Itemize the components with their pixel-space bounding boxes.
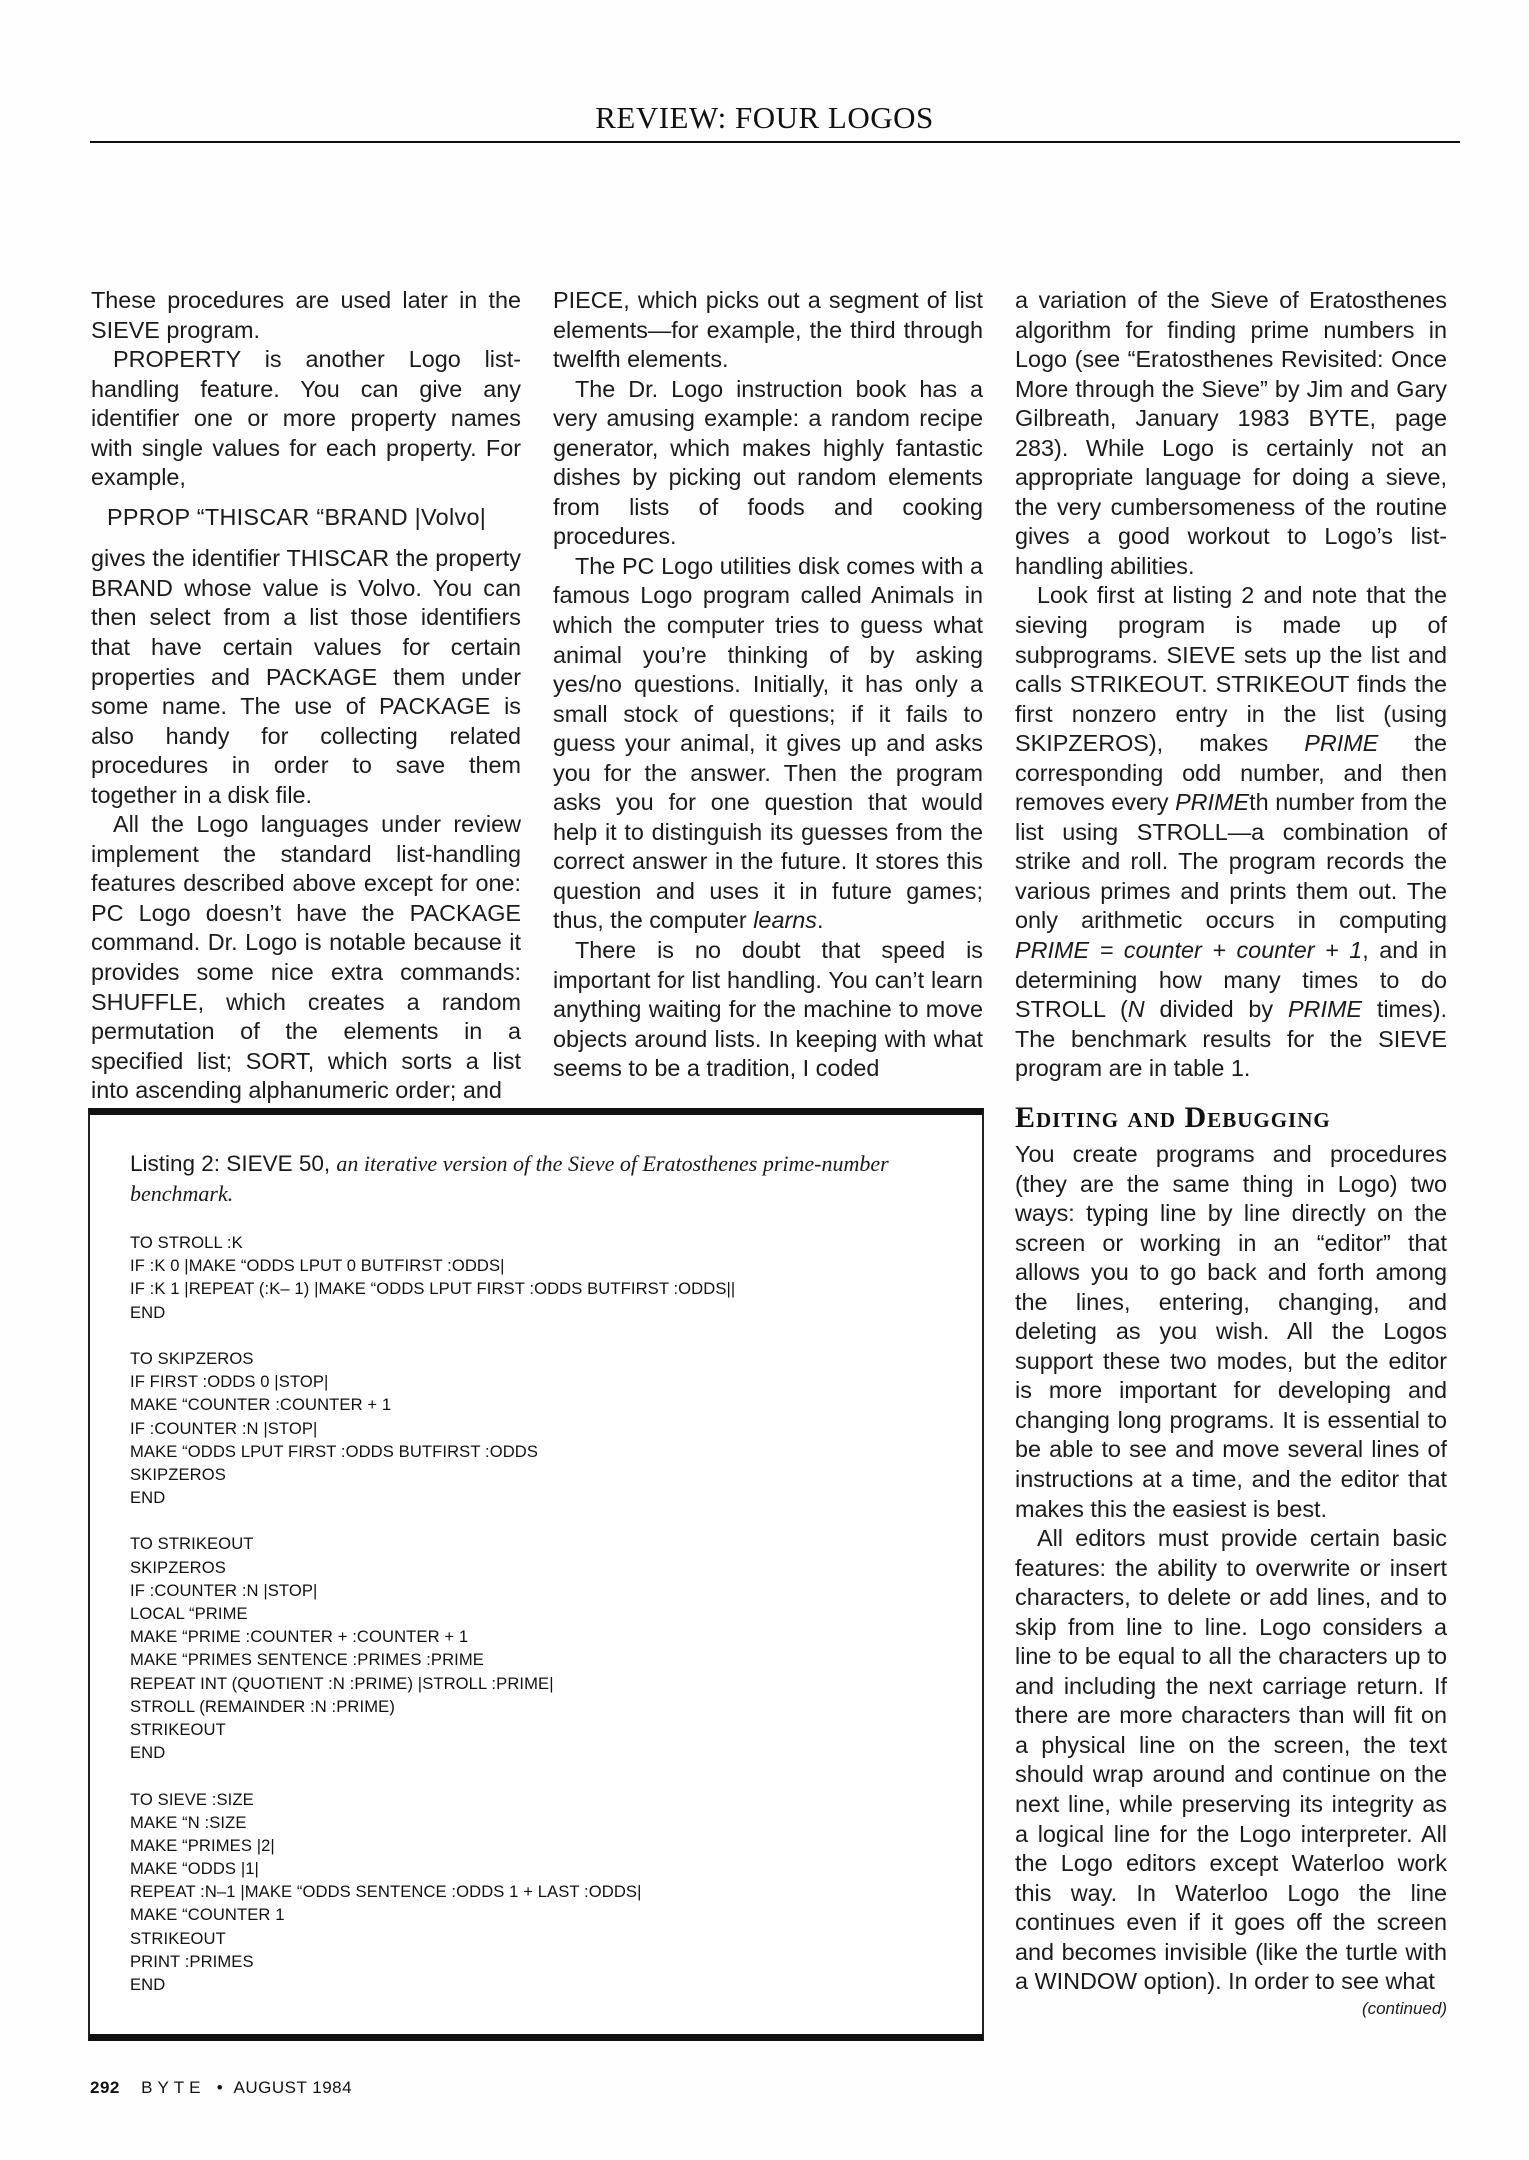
code-line: LOCAL “PRIME xyxy=(130,1604,248,1623)
code-line: MAKE “PRIME :COUNTER + :COUNTER + 1 xyxy=(130,1627,469,1647)
formula: PRIME = counter + counter + 1 xyxy=(1015,937,1363,964)
code-line: PRINT :PRIMES xyxy=(130,1951,254,1971)
code-line: MAKE “N :SIZE xyxy=(130,1812,247,1832)
text-run: th number from the list using STROLL—a combination of strike and roll. The program records the various primes and prints them out. The only arithmetic occurs in computing xyxy=(1015,789,1447,934)
listing-code xyxy=(130,1231,735,1996)
column-3 xyxy=(1015,286,1447,1084)
text-run: divided by xyxy=(1159,996,1274,1023)
paragraph: PROPERTY is another Logo list-handling feature. You can give any identifier one or more property names with single values for each property. For example, xyxy=(91,346,521,491)
code-gap xyxy=(130,1324,735,1347)
column-2 xyxy=(553,286,983,1084)
text-run: The PC Logo utilities disk comes with a famous Logo program called Animals in which the computer tries to guess what animal you’re thinking of by asking yes/no questions. Initially, it has only a small stock of questions; if it fails to guess your animal, it gives up and asks you for the answer. Then the program asks you for one question that would help it to distinguish its guesses from the correct answer in the future. It stores this question and uses it in future games; thus, the computer xyxy=(553,552,983,934)
code-gap xyxy=(130,1509,735,1532)
code-line: MAKE “PRIMES SENTENCE :PRIMES :PRIME xyxy=(130,1650,484,1670)
code-line: STRIKEOUT xyxy=(130,1928,226,1948)
continued-note: (continued) xyxy=(1361,1998,1447,2018)
code-line: MAKE “ODDS LPUT FIRST :ODDS BUTFIRST :ODDS xyxy=(130,1441,539,1461)
code-line: MAKE “PRIMES |2| xyxy=(130,1835,275,1855)
issue-date: AUGUST 1984 xyxy=(233,2078,353,2097)
code-line: MAKE “COUNTER 1 xyxy=(130,1905,285,1925)
column-3-continued xyxy=(1015,1100,1447,2021)
code-example: PPROP “THISCAR “BRAND |Volvo| xyxy=(107,503,487,530)
page-number: 292 xyxy=(90,2078,120,2097)
code-line: END xyxy=(130,1488,166,1508)
emphasis: learns xyxy=(753,907,817,934)
code-line: TO STRIKEOUT xyxy=(130,1534,254,1554)
section-heading: Editing and Debugging xyxy=(1015,1101,1331,1134)
emphasis: PRIME xyxy=(1304,730,1379,757)
code-line: IF :K 0 |MAKE “ODDS LPUT 0 BUTFIRST :ODDS| xyxy=(130,1256,505,1276)
code-line: REPEAT :N–1 |MAKE “ODDS SENTENCE :ODDS 1 + LAST :ODDS| xyxy=(130,1882,642,1902)
code-gap xyxy=(130,1764,735,1787)
paragraph xyxy=(1015,581,1447,1083)
code-line: END xyxy=(130,1302,166,1322)
paragraph: a variation of the Sieve of Eratosthenes algorithm for finding prime numbers in Logo (see “Eratosthenes Revisited: Once More through the Sieve” by Jim and Gary Gilbreath, January 1983 BYTE, page 283). While Logo is certainly not an appropriate language for doing a sieve, the very cumbersomeness of the routine gives a good workout to Logo’s list-handling abilities. xyxy=(1015,287,1447,579)
text-run: . xyxy=(816,907,824,934)
emphasis: PRIME xyxy=(1287,996,1363,1023)
paragraph: The Dr. Logo instruction book has a very amusing example: a random recipe generator, which makes highly fantastic dishes by picking out random elements from lists of foods and cooking procedures. xyxy=(553,375,983,550)
code-line: MAKE “COUNTER :COUNTER + 1 xyxy=(130,1395,392,1415)
emphasis: PRIME xyxy=(1175,789,1250,816)
text-run: times). The benchmark results for the SIEVE program are in table 1. xyxy=(1015,996,1448,1082)
magazine-name: BYTE xyxy=(141,2078,206,2097)
code-line: END xyxy=(130,1975,166,1994)
paragraph xyxy=(553,552,983,936)
code-line: IF :COUNTER :N |STOP| xyxy=(130,1418,318,1438)
separator: • xyxy=(216,2078,224,2097)
paragraph: gives the identifier THISCAR the property BRAND whose value is Volvo. You can then select from a list those identifiers that have certain values for certain properties and PACKAGE them under some name. The use of PACKAGE is also handy for collecting related procedures in order to save them together in a disk file. xyxy=(91,545,521,808)
code-line: SKIPZEROS xyxy=(130,1464,226,1484)
code-line: REPEAT INT (QUOTIENT :N :PRIME) |STROLL :PRIME| xyxy=(130,1673,554,1693)
code-line: MAKE “ODDS |1| xyxy=(130,1859,259,1879)
paragraph: All the Logo languages under review implement the standard list-handling features described above except for one: PC Logo doesn’t have the PACKAGE command. Dr. Logo is notable because it provides some nice extra commands: SHUFFLE, which creates a random permutation of the elements in a specified list; SORT, which sorts a list into ascending alphanumeric order; and xyxy=(91,811,521,1104)
paragraph: These procedures are used later in the SIEVE program. xyxy=(91,287,521,343)
listing-caption xyxy=(130,1149,950,1209)
listing-2-box xyxy=(88,1108,984,2041)
code-line: END xyxy=(130,1743,166,1763)
paragraph: You create programs and procedures (they are the same thing in Logo) two ways: typing line by line directly on the screen or working in an “editor” that allows you to go back and forth among the lines, entering, changing, and deleting as you wish. All the Logos support these two modes, but the editor is more important for developing and changing long programs. It is essential to be able to see and move several lines of instructions at a time, and the editor that makes this the easiest is best. xyxy=(1015,1141,1447,1522)
listing-label: Listing 2: SIEVE 50, xyxy=(130,1151,331,1176)
column-1 xyxy=(91,286,521,1106)
emphasis: N xyxy=(1127,996,1145,1023)
code-line: STROLL (REMAINDER :N :PRIME) xyxy=(130,1696,395,1716)
header-rule xyxy=(90,141,1460,143)
code-line: SKIPZEROS xyxy=(130,1557,226,1577)
text-run: , and in determining how many times to do STROLL ( xyxy=(1015,937,1447,1023)
text-run: Look first at listing 2 and note that the sieving program is made up of subprograms. SIEVE sets up the list and calls STRIKEOUT. STRIKEOUT finds the first nonzero entry in the list (using SKIPZEROS), makes xyxy=(1015,582,1447,757)
code-line: TO SKIPZEROS xyxy=(130,1348,254,1368)
code-line: IF :COUNTER :N |STOP| xyxy=(130,1580,318,1600)
code-line: TO STROLL :K xyxy=(130,1233,243,1252)
code-line: STRIKEOUT xyxy=(130,1719,226,1739)
paragraph: PIECE, which picks out a segment of list elements—for example, the third through twelfth elements. xyxy=(553,287,983,373)
page-footer xyxy=(90,2078,352,2098)
listing-description: an iterative version of the Sieve of Eratosthenes prime-number benchmark. xyxy=(130,1151,889,1206)
paragraph: There is no doubt that speed is important for list handling. You can’t learn anything waiting for the machine to move objects around lists. In keeping with what seems to be a tradition, I coded xyxy=(553,937,983,1082)
code-line: IF FIRST :ODDS 0 |STOP| xyxy=(130,1372,329,1392)
paragraph: All editors must provide certain basic features: the ability to overwrite or insert characters, to delete or add lines, and to skip from line to line. Logo considers a line to be equal to all the characters up to and including the next carriage return. If there are more characters than will fit on a physical line on the screen, the text should wrap around and continue on the next line, while preserving its integrity as a logical line for the Logo interpreter. All the Logo editors except Waterloo work this way. In Waterloo Logo the line continues even if it goes off the screen and becomes invisible (like the turtle with a WINDOW option). In order to see what xyxy=(1015,1525,1447,1995)
text-run: the corresponding odd number, and then removes every xyxy=(1015,730,1447,816)
code-line: IF :K 1 |REPEAT (:K– 1) |MAKE “ODDS LPUT FIRST :ODDS BUTFIRST :ODDS|| xyxy=(130,1279,736,1299)
running-head: REVIEW: FOUR LOGOS xyxy=(595,100,934,135)
code-line: TO SIEVE :SIZE xyxy=(130,1789,254,1809)
